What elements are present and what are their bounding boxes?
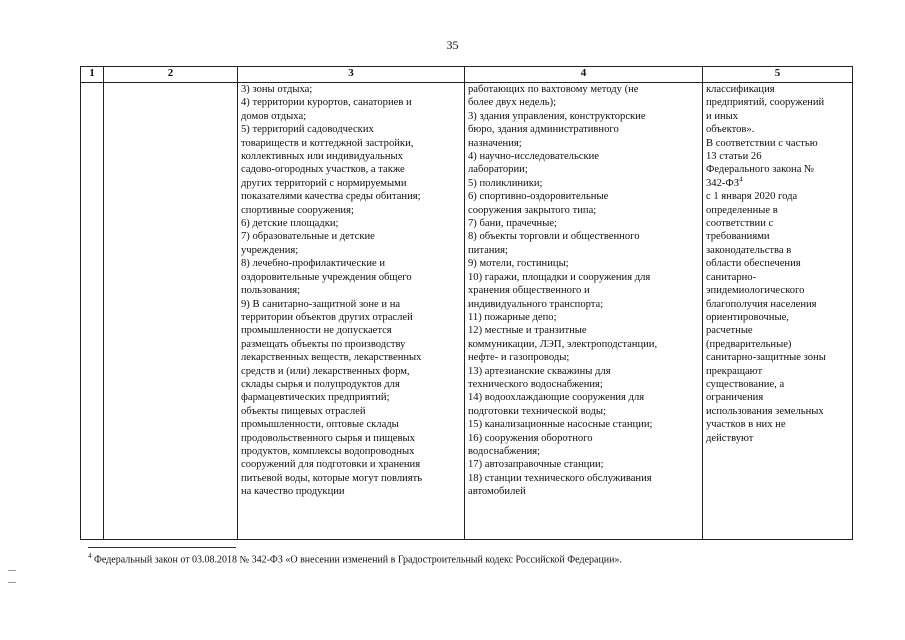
text-line: на качество продукции	[241, 486, 345, 498]
text-line: с 1 января 2020 года	[706, 191, 798, 203]
text-line: оздоровительные учреждения общего	[241, 271, 412, 283]
text-line: сооружений для подготовки и хранения	[241, 459, 421, 471]
text-line: ограничения	[706, 392, 764, 404]
text-line: законодательства в	[706, 244, 792, 256]
text-line: 10) гаражи, площадки и сооружения для	[468, 271, 651, 283]
requirements-table	[80, 66, 853, 540]
text-line: 4) научно-исследовательские	[468, 151, 599, 163]
header-col-1: 1	[81, 67, 104, 83]
text-line: спортивные сооружения;	[241, 204, 354, 216]
text-line: лаборатории;	[468, 164, 528, 176]
text-line: склады сырья и полупродуктов для	[241, 378, 400, 390]
text-line: бюро, здания административного	[468, 124, 619, 136]
text-line: водоснабжения;	[468, 445, 541, 457]
text-line: 8) объекты торговли и общественного	[468, 231, 640, 243]
footnote-text: Федеральный закон от 03.08.2018 № 342-ФЗ «О внесении изменений в Градостроительный кодекс Российской Федерации».	[91, 554, 623, 566]
footnote-marker: 4	[88, 552, 92, 560]
text-line: эпидемиологического	[706, 285, 805, 297]
text-line: области обеспечения	[706, 258, 801, 270]
text-line: Федерального закона №	[706, 164, 815, 176]
margin-mark	[8, 582, 16, 583]
text-line: 3) зоны отдыха;	[241, 84, 313, 95]
text-line: домов отдыха;	[241, 110, 307, 122]
text-line: санитарно-защитные зоны	[706, 352, 826, 364]
text-line: использования земельных	[706, 405, 824, 417]
table-row	[81, 83, 853, 540]
page-number: 35	[446, 38, 459, 52]
text-line: действуют	[706, 432, 754, 444]
text-line: 5) поликлиники;	[468, 177, 543, 189]
table-header-row	[81, 67, 853, 83]
cell-col-2	[104, 83, 238, 540]
text-line: 12) местные и транзитные	[468, 325, 587, 337]
text-line: промышленности не допускается	[241, 325, 392, 337]
cell-col-3	[238, 83, 465, 540]
header-col-4: 4	[465, 67, 703, 83]
text-line: 14) водоохлаждающие сооружения для	[468, 392, 645, 404]
text-line: 9) мотели, гостиницы;	[468, 258, 569, 270]
text-line: 5) территорий садоводческих	[241, 124, 374, 136]
cell-col-1	[81, 83, 104, 540]
text-line: 17) автозаправочные станции;	[468, 459, 604, 471]
text-line: лекарственных веществ, лекарственных	[241, 352, 422, 364]
text-line: хранения общественного и	[468, 285, 590, 297]
text-line: 15) канализационные насосные станции;	[468, 419, 653, 431]
text-line: питьевой воды, которые могут повлиять	[241, 472, 423, 484]
text-line: индивидуального транспорта;	[468, 298, 604, 310]
text-line: санитарно-	[706, 271, 757, 283]
text-line: питания;	[468, 244, 508, 256]
footnote-reference: 4	[739, 175, 743, 184]
restricted-objects-list	[241, 83, 461, 499]
text-line: прекращают	[706, 365, 763, 377]
text-line: промышленности, оптовые склады	[241, 419, 399, 431]
text-line: 18) станции технического обслуживания	[468, 472, 652, 484]
text-line: 9) В санитарно-защитной зоне и на	[241, 298, 401, 310]
text-line: нефте- и газопроводы;	[468, 352, 570, 364]
text-line: В соответствии с частью	[706, 137, 818, 149]
text-line: средств и (или) лекарственных форм,	[241, 365, 410, 377]
cell-col-5	[703, 83, 853, 540]
text-line: 3) здания управления, конструкторские	[468, 110, 646, 122]
text-line: (предварительные)	[706, 338, 792, 350]
text-line: назначения;	[468, 137, 522, 149]
text-line: расчетные	[706, 325, 753, 337]
text-line: товариществ и коттеджной застройки,	[241, 137, 414, 149]
text-line: 13) артезианские скважины для	[468, 365, 611, 377]
cell-col-4	[465, 83, 703, 540]
text-line: 16) сооружения оборотного	[468, 432, 593, 444]
text-line: садово-огородных участков, а также	[241, 164, 405, 176]
text-line: ориентировочные,	[706, 311, 789, 323]
text-line: работающих по вахтовому методу (не	[468, 84, 639, 95]
text-line: продовольственного сырья и пищевых	[241, 432, 415, 444]
text-line: 8) лечебно-профилактические и	[241, 258, 386, 270]
text-line: технического водоснабжения;	[468, 378, 603, 390]
header-col-5: 5	[703, 67, 853, 83]
law-reference: 342-ФЗ	[706, 177, 740, 189]
text-line: предприятий, сооружений	[706, 97, 825, 109]
text-line: автомобилей	[468, 486, 526, 498]
text-line: участков в них не	[706, 419, 786, 431]
text-line: определенные в	[706, 204, 778, 216]
text-line: размещать объекты по производству	[241, 338, 406, 350]
text-line: территории объектов других отраслей	[241, 311, 413, 323]
text-line: 13 статьи 26	[706, 151, 762, 163]
header-col-3: 3	[238, 67, 465, 83]
footnote	[88, 552, 622, 565]
text-line: классификация	[706, 84, 775, 95]
text-line: требованиями	[706, 231, 770, 243]
text-line: учреждения;	[241, 244, 299, 256]
footnote-divider	[88, 547, 236, 548]
text-line: пользования;	[241, 285, 301, 297]
permitted-objects-list	[468, 83, 699, 499]
text-line: 6) детские площадки;	[241, 218, 339, 230]
law-reference-line	[706, 177, 849, 190]
text-line: более двух недель);	[468, 97, 557, 109]
text-line: 7) образовательные и детские	[241, 231, 375, 243]
text-line: 4) территории курортов, санаториев и	[241, 97, 412, 109]
header-col-2: 2	[104, 67, 238, 83]
margin-mark	[8, 570, 16, 571]
text-line: сооружения закрытого типа;	[468, 204, 597, 216]
text-line: и иных	[706, 110, 739, 122]
text-line: фармацевтических предприятий;	[241, 392, 390, 404]
text-line: подготовки технической воды;	[468, 405, 606, 417]
text-line: объектов».	[706, 124, 755, 136]
text-line: продуктов, комплексы водопроводных	[241, 445, 415, 457]
text-line: объекты пищевых отраслей	[241, 405, 366, 417]
text-line: 11) пожарные депо;	[468, 311, 557, 323]
notes-text	[706, 83, 849, 445]
text-line: других территорий с нормируемыми	[241, 177, 407, 189]
text-line: соответствии с	[706, 218, 774, 230]
text-line: 6) спортивно-оздоровительные	[468, 191, 609, 203]
text-line: показателями качества среды обитания;	[241, 191, 421, 203]
text-line: благополучия населения	[706, 298, 817, 310]
text-line: коллективных или индивидуальных	[241, 151, 403, 163]
text-line: коммуникации, ЛЭП, электроподстанции,	[468, 338, 658, 350]
text-line: существование, а	[706, 378, 785, 390]
text-line: 7) бани, прачечные;	[468, 218, 557, 230]
